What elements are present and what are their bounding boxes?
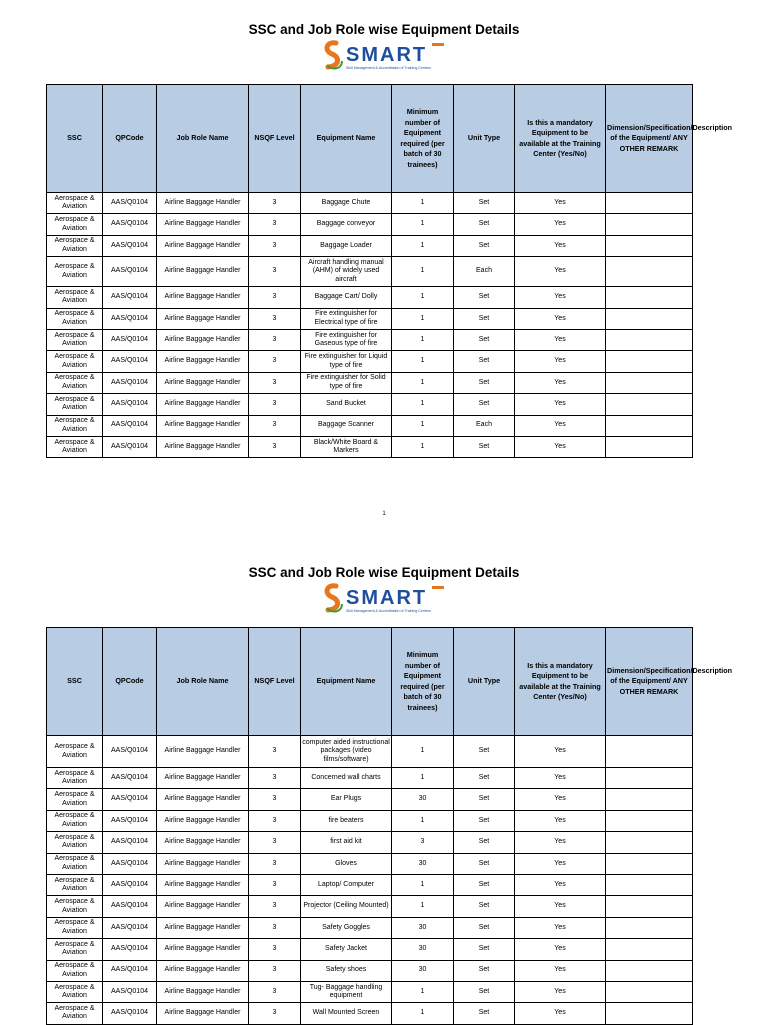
cell-ssc: Aerospace & Aviation — [47, 939, 103, 960]
cell-nsqf-level: 3 — [249, 736, 301, 768]
cell-nsqf-level: 3 — [249, 832, 301, 853]
cell-ssc: Aerospace & Aviation — [47, 415, 103, 436]
table-header-row — [47, 628, 693, 736]
header-min-quantity: Minimum number of Equipment required (per batch of 30 trainees) — [392, 85, 454, 193]
table-row — [47, 810, 693, 831]
logo-tagline: Skill Management & Accreditation of Training Centres — [346, 609, 431, 613]
cell-equipment-name: Baggage Scanner — [301, 415, 392, 436]
table-row — [47, 917, 693, 938]
logo-brand: SMART — [346, 44, 428, 66]
cell-ssc: Aerospace & Aviation — [47, 832, 103, 853]
page-title: SSC and Job Role wise Equipment Details — [248, 22, 520, 37]
table-row — [47, 287, 693, 308]
cell-job-role: Airline Baggage Handler — [157, 960, 249, 981]
cell-equipment-name: Ear Plugs — [301, 789, 392, 810]
cell-equipment-name: Sand Bucket — [301, 394, 392, 415]
cell-qpcode: AAS/Q0104 — [103, 214, 157, 235]
cell-job-role: Airline Baggage Handler — [157, 193, 249, 214]
cell-equipment-name: Wall Mounted Screen — [301, 1003, 392, 1024]
cell-qpcode: AAS/Q0104 — [103, 789, 157, 810]
cell-mandatory: Yes — [515, 257, 606, 287]
cell-unit-type: Set — [454, 193, 515, 214]
cell-unit-type: Set — [454, 896, 515, 917]
table-row — [47, 960, 693, 981]
cell-qpcode: AAS/Q0104 — [103, 832, 157, 853]
cell-ssc: Aerospace & Aviation — [47, 372, 103, 393]
cell-ssc: Aerospace & Aviation — [47, 789, 103, 810]
cell-nsqf-level: 3 — [249, 1003, 301, 1024]
equipment-table-page-2 — [46, 627, 733, 1025]
cell-unit-type: Each — [454, 415, 515, 436]
cell-mandatory: Yes — [515, 235, 606, 256]
cell-min-quantity: 1 — [392, 351, 454, 372]
cell-remark — [606, 981, 693, 1002]
table-row — [47, 372, 693, 393]
cell-remark — [606, 372, 693, 393]
cell-remark — [606, 960, 693, 981]
cell-min-quantity: 30 — [392, 960, 454, 981]
cell-unit-type: Set — [454, 436, 515, 457]
cell-qpcode: AAS/Q0104 — [103, 257, 157, 287]
cell-unit-type: Set — [454, 960, 515, 981]
cell-min-quantity: 30 — [392, 939, 454, 960]
cell-remark — [606, 917, 693, 938]
cell-min-quantity: 1 — [392, 896, 454, 917]
cell-min-quantity: 1 — [392, 810, 454, 831]
cell-nsqf-level: 3 — [249, 235, 301, 256]
cell-job-role: Airline Baggage Handler — [157, 853, 249, 874]
cell-remark — [606, 853, 693, 874]
cell-equipment-name: Aircraft handling manual (AHM) of widely used aircraft — [301, 257, 392, 287]
cell-equipment-name: Fire extinguisher for Solid type of fire — [301, 372, 392, 393]
cell-min-quantity: 1 — [392, 372, 454, 393]
cell-qpcode: AAS/Q0104 — [103, 193, 157, 214]
cell-job-role: Airline Baggage Handler — [157, 214, 249, 235]
table-row — [47, 768, 693, 789]
cell-min-quantity: 1 — [392, 235, 454, 256]
cell-qpcode: AAS/Q0104 — [103, 981, 157, 1002]
table-row — [47, 257, 693, 287]
cell-min-quantity: 30 — [392, 917, 454, 938]
cell-qpcode: AAS/Q0104 — [103, 308, 157, 329]
header-qpcode: QPCode — [103, 85, 157, 193]
cell-equipment-name: Safety shoes — [301, 960, 392, 981]
cell-equipment-name: Baggage conveyor — [301, 214, 392, 235]
cell-unit-type: Set — [454, 832, 515, 853]
cell-qpcode: AAS/Q0104 — [103, 917, 157, 938]
cell-remark — [606, 394, 693, 415]
cell-job-role: Airline Baggage Handler — [157, 415, 249, 436]
cell-equipment-name: Gloves — [301, 853, 392, 874]
cell-unit-type: Each — [454, 257, 515, 287]
cell-mandatory: Yes — [515, 896, 606, 917]
cell-nsqf-level: 3 — [249, 308, 301, 329]
cell-nsqf-level: 3 — [249, 960, 301, 981]
header-nsqf-level: NSQF Level — [249, 85, 301, 193]
cell-ssc: Aerospace & Aviation — [47, 235, 103, 256]
cell-mandatory: Yes — [515, 853, 606, 874]
cell-ssc: Aerospace & Aviation — [47, 736, 103, 768]
cell-mandatory: Yes — [515, 308, 606, 329]
header-mandatory: Is this a mandatory Equipment to be available at the Training Center (Yes/No) — [515, 628, 606, 736]
cell-unit-type: Set — [454, 235, 515, 256]
cell-nsqf-level: 3 — [249, 257, 301, 287]
header-ssc: SSC — [47, 85, 103, 193]
cell-qpcode: AAS/Q0104 — [103, 415, 157, 436]
cell-unit-type: Set — [454, 329, 515, 350]
cell-nsqf-level: 3 — [249, 287, 301, 308]
smart-logo — [322, 39, 446, 71]
cell-qpcode: AAS/Q0104 — [103, 960, 157, 981]
cell-nsqf-level: 3 — [249, 853, 301, 874]
cell-job-role: Airline Baggage Handler — [157, 874, 249, 895]
cell-mandatory: Yes — [515, 214, 606, 235]
cell-qpcode: AAS/Q0104 — [103, 436, 157, 457]
cell-min-quantity: 1 — [392, 874, 454, 895]
cell-mandatory: Yes — [515, 329, 606, 350]
equipment-table-page-1 — [46, 84, 733, 458]
header-remark: Dimension/Specification/Description of the Equipment/ ANY OTHER REMARK — [606, 85, 693, 193]
cell-ssc: Aerospace & Aviation — [47, 960, 103, 981]
cell-remark — [606, 736, 693, 768]
cell-remark — [606, 1003, 693, 1024]
cell-mandatory: Yes — [515, 917, 606, 938]
cell-nsqf-level: 3 — [249, 372, 301, 393]
logo-brand: SMART — [346, 587, 428, 609]
cell-mandatory: Yes — [515, 981, 606, 1002]
cell-job-role: Airline Baggage Handler — [157, 257, 249, 287]
cell-equipment-name: Baggage Cart/ Dolly — [301, 287, 392, 308]
cell-equipment-name: Black/White Board & Markers — [301, 436, 392, 457]
table-row — [47, 329, 693, 350]
cell-equipment-name: Tug- Baggage handling equipment — [301, 981, 392, 1002]
header-min-quantity: Minimum number of Equipment required (per batch of 30 trainees) — [392, 628, 454, 736]
header-job-role: Job Role Name — [157, 628, 249, 736]
cell-mandatory: Yes — [515, 810, 606, 831]
header-ssc: SSC — [47, 628, 103, 736]
cell-job-role: Airline Baggage Handler — [157, 372, 249, 393]
cell-min-quantity: 1 — [392, 329, 454, 350]
cell-equipment-name: first aid kit — [301, 832, 392, 853]
cell-mandatory: Yes — [515, 874, 606, 895]
cell-ssc: Aerospace & Aviation — [47, 896, 103, 917]
cell-nsqf-level: 3 — [249, 329, 301, 350]
cell-unit-type: Set — [454, 789, 515, 810]
cell-unit-type: Set — [454, 939, 515, 960]
cell-job-role: Airline Baggage Handler — [157, 351, 249, 372]
cell-mandatory: Yes — [515, 394, 606, 415]
cell-unit-type: Set — [454, 287, 515, 308]
table-row — [47, 193, 693, 214]
cell-nsqf-level: 3 — [249, 896, 301, 917]
cell-remark — [606, 810, 693, 831]
cell-ssc: Aerospace & Aviation — [47, 917, 103, 938]
cell-nsqf-level: 3 — [249, 810, 301, 831]
table-row — [47, 939, 693, 960]
cell-nsqf-level: 3 — [249, 874, 301, 895]
cell-ssc: Aerospace & Aviation — [47, 351, 103, 372]
cell-remark — [606, 415, 693, 436]
cell-job-role: Airline Baggage Handler — [157, 235, 249, 256]
cell-mandatory: Yes — [515, 372, 606, 393]
cell-mandatory: Yes — [515, 960, 606, 981]
cell-remark — [606, 832, 693, 853]
cell-job-role: Airline Baggage Handler — [157, 1003, 249, 1024]
cell-equipment-name: Fire extinguisher for Liquid type of fire — [301, 351, 392, 372]
header-equipment-name: Equipment Name — [301, 85, 392, 193]
cell-job-role: Airline Baggage Handler — [157, 832, 249, 853]
cell-remark — [606, 789, 693, 810]
cell-qpcode: AAS/Q0104 — [103, 235, 157, 256]
header-mandatory: Is this a mandatory Equipment to be available at the Training Center (Yes/No) — [515, 85, 606, 193]
table-row — [47, 351, 693, 372]
cell-qpcode: AAS/Q0104 — [103, 736, 157, 768]
cell-nsqf-level: 3 — [249, 214, 301, 235]
cell-ssc: Aerospace & Aviation — [47, 329, 103, 350]
cell-unit-type: Set — [454, 351, 515, 372]
cell-ssc: Aerospace & Aviation — [47, 768, 103, 789]
cell-ssc: Aerospace & Aviation — [47, 436, 103, 457]
cell-remark — [606, 329, 693, 350]
cell-mandatory: Yes — [515, 193, 606, 214]
cell-equipment-name: Baggage Loader — [301, 235, 392, 256]
cell-qpcode: AAS/Q0104 — [103, 351, 157, 372]
cell-unit-type: Set — [454, 981, 515, 1002]
cell-equipment-name: Fire extinguisher for Electrical type of fire — [301, 308, 392, 329]
cell-remark — [606, 896, 693, 917]
table-row — [47, 235, 693, 256]
cell-qpcode: AAS/Q0104 — [103, 329, 157, 350]
cell-remark — [606, 235, 693, 256]
cell-job-role: Airline Baggage Handler — [157, 436, 249, 457]
cell-ssc: Aerospace & Aviation — [47, 193, 103, 214]
cell-mandatory: Yes — [515, 415, 606, 436]
header-qpcode: QPCode — [103, 628, 157, 736]
cell-nsqf-level: 3 — [249, 415, 301, 436]
cell-remark — [606, 257, 693, 287]
page-number: 1 — [382, 511, 386, 517]
cell-unit-type: Set — [454, 917, 515, 938]
cell-mandatory: Yes — [515, 436, 606, 457]
cell-nsqf-level: 3 — [249, 436, 301, 457]
cell-equipment-name: fire beaters — [301, 810, 392, 831]
cell-ssc: Aerospace & Aviation — [47, 874, 103, 895]
cell-mandatory: Yes — [515, 939, 606, 960]
cell-equipment-name: Concerned wall charts — [301, 768, 392, 789]
smart-logo — [322, 582, 446, 614]
cell-min-quantity: 1 — [392, 981, 454, 1002]
header-nsqf-level: NSQF Level — [249, 628, 301, 736]
cell-mandatory: Yes — [515, 832, 606, 853]
cell-qpcode: AAS/Q0104 — [103, 287, 157, 308]
table-row — [47, 874, 693, 895]
cell-remark — [606, 768, 693, 789]
cell-unit-type: Set — [454, 736, 515, 768]
cell-unit-type: Set — [454, 768, 515, 789]
cell-nsqf-level: 3 — [249, 981, 301, 1002]
cell-qpcode: AAS/Q0104 — [103, 874, 157, 895]
cell-unit-type: Set — [454, 394, 515, 415]
cell-equipment-name: Safety Jacket — [301, 939, 392, 960]
cell-mandatory: Yes — [515, 1003, 606, 1024]
cell-remark — [606, 287, 693, 308]
cell-nsqf-level: 3 — [249, 394, 301, 415]
table-row — [47, 1003, 693, 1024]
cell-min-quantity: 30 — [392, 789, 454, 810]
header-unit-type: Unit Type — [454, 628, 515, 736]
cell-qpcode: AAS/Q0104 — [103, 896, 157, 917]
cell-equipment-name: computer aided instructional packages (video films/software) — [301, 736, 392, 768]
cell-remark — [606, 308, 693, 329]
cell-ssc: Aerospace & Aviation — [47, 308, 103, 329]
table-row — [47, 736, 693, 768]
header-unit-type: Unit Type — [454, 85, 515, 193]
cell-min-quantity: 1 — [392, 1003, 454, 1024]
cell-remark — [606, 939, 693, 960]
cell-remark — [606, 874, 693, 895]
cell-job-role: Airline Baggage Handler — [157, 896, 249, 917]
cell-min-quantity: 1 — [392, 193, 454, 214]
cell-ssc: Aerospace & Aviation — [47, 214, 103, 235]
header-equipment-name: Equipment Name — [301, 628, 392, 736]
cell-job-role: Airline Baggage Handler — [157, 329, 249, 350]
cell-mandatory: Yes — [515, 287, 606, 308]
cell-job-role: Airline Baggage Handler — [157, 917, 249, 938]
cell-remark — [606, 193, 693, 214]
cell-mandatory: Yes — [515, 768, 606, 789]
cell-equipment-name: Laptop/ Computer — [301, 874, 392, 895]
cell-job-role: Airline Baggage Handler — [157, 981, 249, 1002]
cell-mandatory: Yes — [515, 736, 606, 768]
cell-nsqf-level: 3 — [249, 193, 301, 214]
cell-equipment-name: Baggage Chute — [301, 193, 392, 214]
cell-remark — [606, 351, 693, 372]
table-row — [47, 981, 693, 1002]
table-row — [47, 789, 693, 810]
cell-ssc: Aerospace & Aviation — [47, 810, 103, 831]
cell-equipment-name: Projector (Ceiling Mounted) — [301, 896, 392, 917]
cell-remark — [606, 436, 693, 457]
cell-min-quantity: 3 — [392, 832, 454, 853]
cell-nsqf-level: 3 — [249, 351, 301, 372]
cell-qpcode: AAS/Q0104 — [103, 372, 157, 393]
cell-qpcode: AAS/Q0104 — [103, 1003, 157, 1024]
cell-min-quantity: 1 — [392, 415, 454, 436]
cell-nsqf-level: 3 — [249, 939, 301, 960]
page-title: SSC and Job Role wise Equipment Details — [248, 565, 520, 580]
cell-ssc: Aerospace & Aviation — [47, 853, 103, 874]
cell-job-role: Airline Baggage Handler — [157, 736, 249, 768]
table-row — [47, 214, 693, 235]
cell-nsqf-level: 3 — [249, 768, 301, 789]
cell-min-quantity: 1 — [392, 257, 454, 287]
cell-unit-type: Set — [454, 853, 515, 874]
cell-min-quantity: 1 — [392, 214, 454, 235]
table-header-row — [47, 85, 693, 193]
cell-unit-type: Set — [454, 214, 515, 235]
cell-qpcode: AAS/Q0104 — [103, 394, 157, 415]
cell-ssc: Aerospace & Aviation — [47, 287, 103, 308]
table-row — [47, 853, 693, 874]
table-row — [47, 415, 693, 436]
cell-min-quantity: 1 — [392, 394, 454, 415]
cell-job-role: Airline Baggage Handler — [157, 287, 249, 308]
cell-mandatory: Yes — [515, 351, 606, 372]
cell-ssc: Aerospace & Aviation — [47, 394, 103, 415]
logo-tagline: Skill Management & Accreditation of Training Centres — [346, 66, 431, 70]
cell-qpcode: AAS/Q0104 — [103, 768, 157, 789]
cell-min-quantity: 1 — [392, 308, 454, 329]
cell-min-quantity: 1 — [392, 768, 454, 789]
cell-min-quantity: 1 — [392, 436, 454, 457]
cell-remark — [606, 214, 693, 235]
cell-unit-type: Set — [454, 372, 515, 393]
cell-ssc: Aerospace & Aviation — [47, 1003, 103, 1024]
table-row — [47, 394, 693, 415]
cell-nsqf-level: 3 — [249, 789, 301, 810]
cell-unit-type: Set — [454, 810, 515, 831]
header-job-role: Job Role Name — [157, 85, 249, 193]
cell-min-quantity: 30 — [392, 853, 454, 874]
cell-unit-type: Set — [454, 308, 515, 329]
cell-job-role: Airline Baggage Handler — [157, 810, 249, 831]
cell-job-role: Airline Baggage Handler — [157, 789, 249, 810]
cell-unit-type: Set — [454, 1003, 515, 1024]
cell-job-role: Airline Baggage Handler — [157, 308, 249, 329]
cell-equipment-name: Safety Goggles — [301, 917, 392, 938]
cell-job-role: Airline Baggage Handler — [157, 394, 249, 415]
cell-equipment-name: Fire extinguisher for Gaseous type of fire — [301, 329, 392, 350]
cell-min-quantity: 1 — [392, 287, 454, 308]
cell-qpcode: AAS/Q0104 — [103, 810, 157, 831]
cell-job-role: Airline Baggage Handler — [157, 768, 249, 789]
cell-ssc: Aerospace & Aviation — [47, 981, 103, 1002]
table-row — [47, 436, 693, 457]
cell-qpcode: AAS/Q0104 — [103, 939, 157, 960]
table-row — [47, 832, 693, 853]
cell-mandatory: Yes — [515, 789, 606, 810]
cell-unit-type: Set — [454, 874, 515, 895]
table-row — [47, 308, 693, 329]
cell-qpcode: AAS/Q0104 — [103, 853, 157, 874]
cell-min-quantity: 1 — [392, 736, 454, 768]
header-remark: Dimension/Specification/Description of the Equipment/ ANY OTHER REMARK — [606, 628, 693, 736]
cell-job-role: Airline Baggage Handler — [157, 939, 249, 960]
table-row — [47, 896, 693, 917]
cell-ssc: Aerospace & Aviation — [47, 257, 103, 287]
cell-nsqf-level: 3 — [249, 917, 301, 938]
